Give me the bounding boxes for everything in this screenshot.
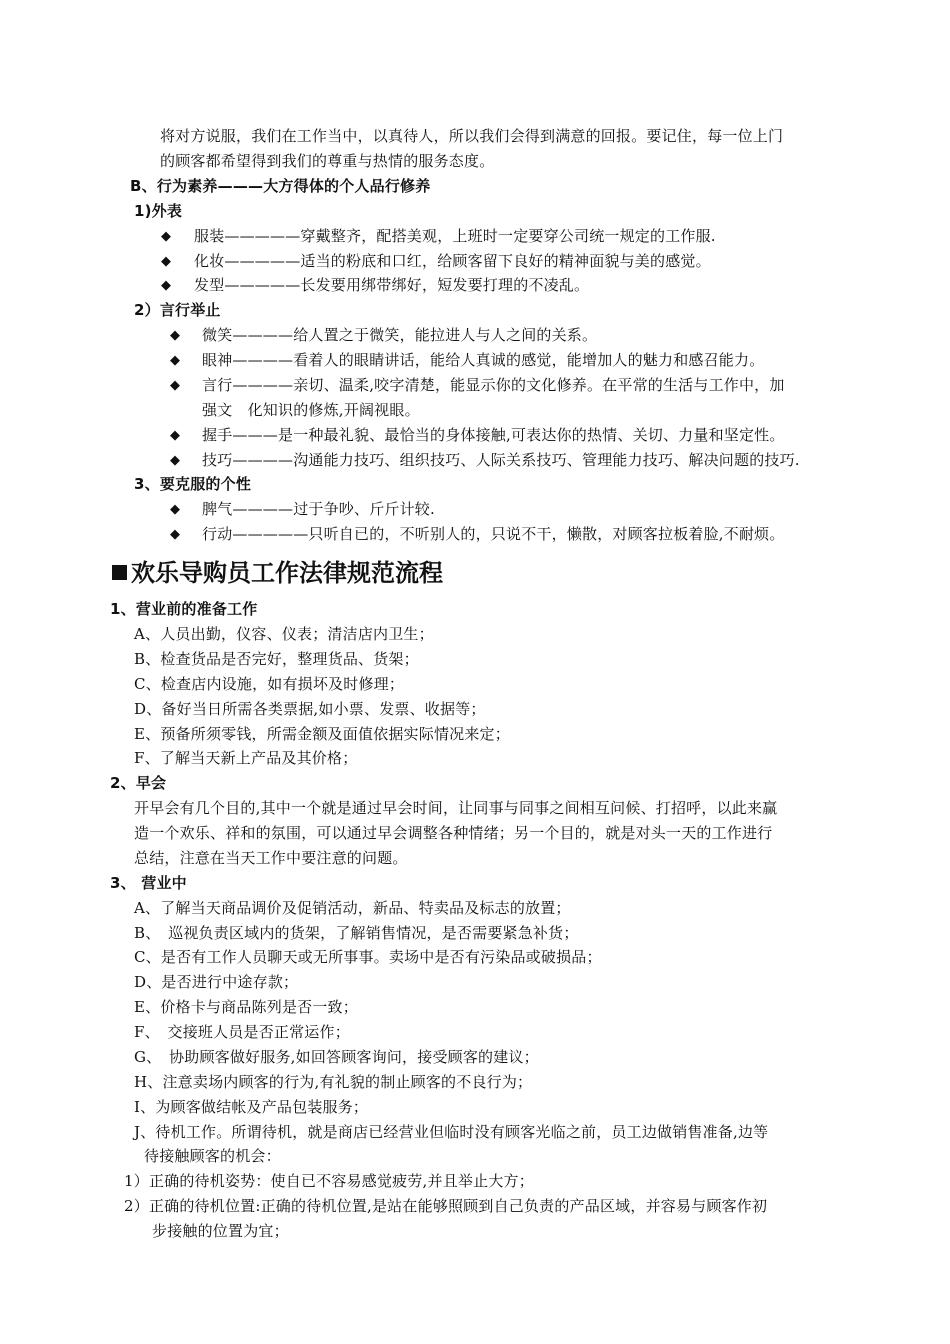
overcome-item: 脾气————过于争吵、斤斤计较.: [202, 500, 435, 518]
conduct-item-continued: 强文 化知识的修炼,开阔视眼。: [202, 401, 420, 419]
conduct-heading: 2）言行举止: [134, 301, 221, 319]
s2-heading: 2、早会: [110, 774, 167, 792]
diamond-bullet-icon: ◆: [161, 278, 171, 293]
diamond-bullet-icon: ◆: [170, 527, 180, 542]
diamond-bullet-icon: ◆: [170, 453, 180, 468]
s2-line: 总结，注意在当天工作中要注意的问题。: [134, 849, 408, 867]
diamond-bullet-icon: ◆: [161, 254, 171, 269]
s1-item: F、了解当天新上产品及其价格；: [134, 749, 358, 767]
diamond-bullet-icon: ◆: [170, 502, 180, 517]
s3-subitem: 2）正确的待机位置:正确的待机位置,是站在能够照顾到自己负责的产品区域，并容易与顾客作初: [124, 1197, 768, 1215]
conduct-item: 眼神————看着人的眼睛讲话，能给人真诚的感觉，能增加人的魅力和感召能力。: [202, 351, 765, 369]
s3-item: E、价格卡与商品陈列是否一致；: [134, 998, 358, 1016]
s3-item: J、待机工作。所谓待机，就是商店已经营业但临时没有顾客光临之前，员工边做销售准备,边等: [134, 1123, 769, 1141]
s3-item: H、注意卖场内顾客的行为,有礼貌的制止顾客的不良行为；: [134, 1073, 533, 1091]
diamond-bullet-icon: ◆: [170, 328, 180, 343]
s2-line: 开早会有几个目的,其中一个就是通过早会时间，让同事与同事之间相互问候、打招呼，以此来赢: [134, 799, 778, 817]
s3-item: I、为顾客做结帐及产品包装服务；: [134, 1098, 369, 1116]
main-title-text: 欢乐导购员工作法律规范流程: [131, 559, 443, 587]
s3-item: C、是否有工作人员聊天或无所事事。卖场中是否有污染品或破损品；: [134, 948, 602, 966]
diamond-bullet-icon: ◆: [170, 428, 180, 443]
s1-item: B、检查货品是否完好，整理货品、货架；: [134, 650, 419, 668]
conduct-item: 微笑————给人置之于微笑，能拉进人与人之间的关系。: [202, 326, 598, 344]
s3-item-continued: 待接触顾客的机会：: [144, 1147, 281, 1165]
diamond-bullet-icon: ◆: [161, 229, 171, 244]
diamond-bullet-icon: ◆: [170, 353, 180, 368]
s3-item: A、了解当天商品调价及促销活动，新品、特卖品及标志的放置；: [134, 899, 571, 917]
s2-line: 造一个欢乐、祥和的氛围，可以通过早会调整各种情绪；另一个目的，就是对头一天的工作进行: [134, 824, 773, 842]
s1-item: E、预备所须零钱，所需金额及面值依据实际情况来定；: [134, 725, 510, 743]
section-b-heading: B、行为素养———大方得体的个人品行修养: [130, 177, 431, 195]
appearance-item: 服装—————穿戴整齐，配搭美观，上班时一定要穿公司统一规定的工作服.: [194, 227, 716, 245]
s3-subitem-continued: 步接触的位置为宜；: [152, 1222, 289, 1240]
intro-line: 将对方说服，我们在工作当中，以真待人，所以我们会得到满意的回报。要记住，每一位上门: [160, 127, 784, 145]
conduct-item: 言行————亲切、温柔,咬字清楚，能显示你的文化修养。在平常的生活与工作中，加: [202, 376, 785, 394]
s3-subitem: 1）正确的待机姿势：使自已不容易感觉疲劳,并且举止大方；: [124, 1172, 534, 1190]
s1-item: A、人员出勤，仪容、仪表；清洁店内卫生；: [134, 625, 434, 643]
s1-item: C、检查店内设施，如有损坏及时修理；: [134, 675, 405, 693]
conduct-item: 技巧————沟通能力技巧、组织技巧、人际关系技巧、管理能力技巧、解决问题的技巧.: [202, 451, 800, 469]
s3-item: G、 协助顾客做好服务,如回答顾客询问，接受顾客的建议；: [134, 1048, 539, 1066]
s3-item: D、是否进行中途存款；: [134, 973, 299, 991]
appearance-item: 发型—————长发要用绑带绑好，短发要打理的不凌乱。: [194, 276, 590, 294]
s3-item: F、 交接班人员是否正常运作；: [134, 1023, 350, 1041]
diamond-bullet-icon: ◆: [170, 378, 180, 393]
intro-line: 的顾客都希望得到我们的尊重与热情的服务态度。: [160, 152, 495, 170]
s3-item: B、 巡视负责区域内的货架，了解销售情况，是否需要紧急补货；: [134, 924, 579, 942]
black-square-icon: [112, 565, 127, 580]
s1-heading: 1、营业前的准备工作: [110, 600, 258, 618]
overcome-heading: 3、要克服的个性: [134, 475, 252, 493]
appearance-heading: 1)外表: [134, 202, 183, 220]
conduct-item: 握手———是一种最礼貌、最恰当的身体接触,可表达你的热情、关切、力量和坚定性。: [202, 426, 785, 444]
main-title: [112, 556, 443, 590]
appearance-item: 化妆—————适当的粉底和口红，给顾客留下良好的精神面貌与美的感觉。: [194, 252, 711, 270]
s3-heading: 3、 营业中: [110, 874, 187, 892]
overcome-item: 行动—————只听自已的，不听别人的，只说不干，懒散，对顾客拉板着脸,不耐烦。: [202, 525, 785, 543]
s1-item: D、备好当日所需各类票据,如小票、发票、收据等；: [134, 700, 486, 718]
